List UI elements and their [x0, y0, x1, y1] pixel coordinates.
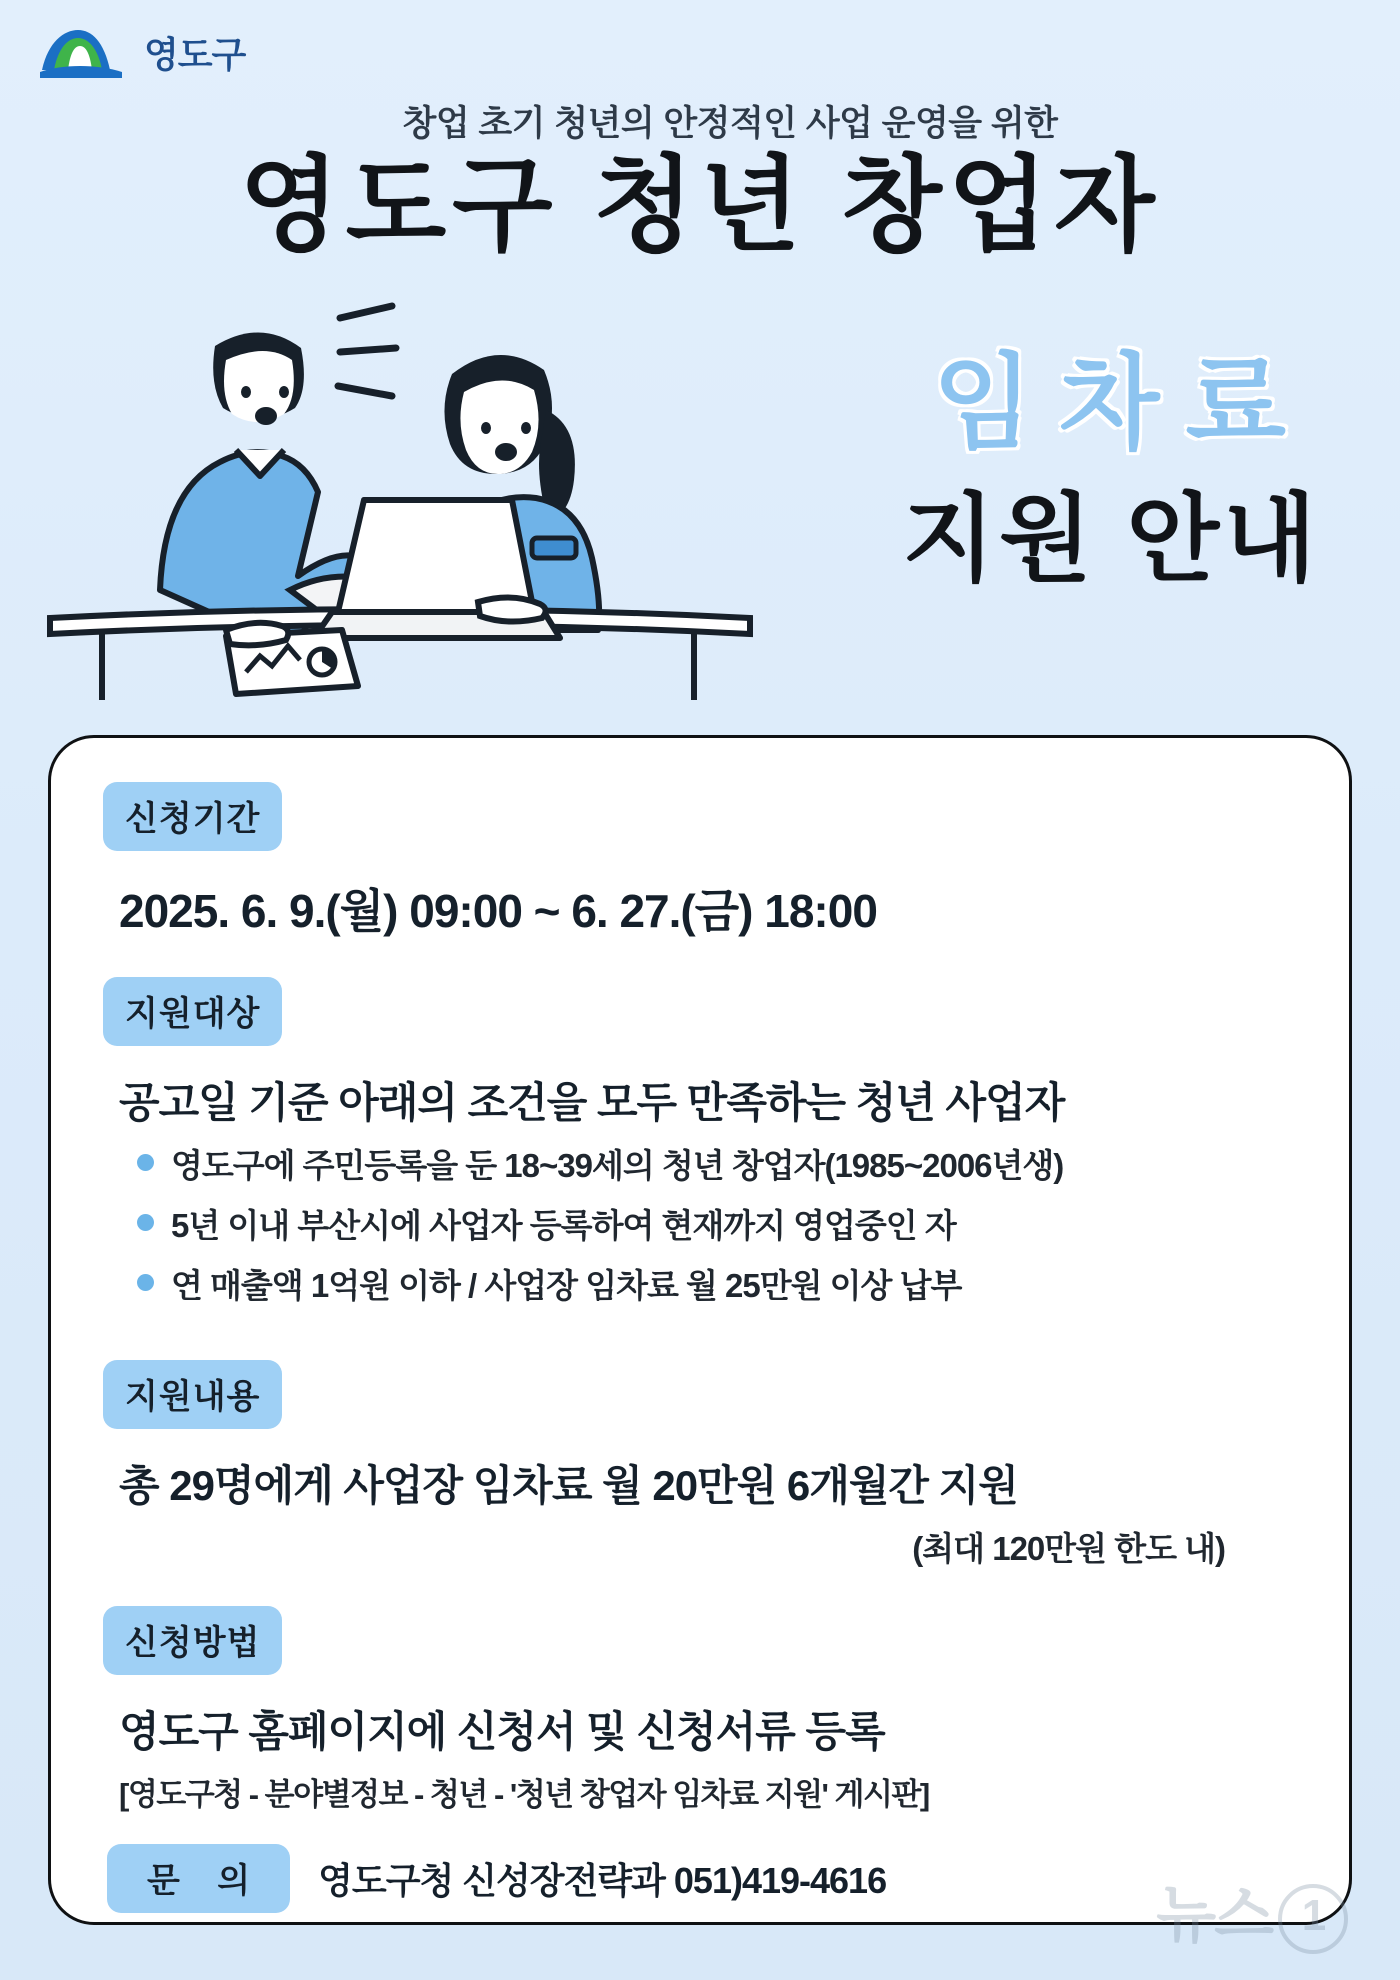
application-period-value: 2025. 6. 9.(월) 09:00 ~ 6. 27.(금) 18:00: [119, 885, 877, 937]
watermark: [1156, 1865, 1348, 1954]
list-item: 5년 이내 부산시에 사업자 등록하여 현재까지 영업중인 자: [137, 1200, 1297, 1247]
section-support-details: [103, 1360, 1297, 1570]
section-label-support-details: 지원내용: [103, 1360, 282, 1429]
how-to-apply-note: [영도구청 - 분야별정보 - 청년 - '청년 창업자 임차료 지원' 게시판]: [119, 1777, 929, 1812]
brand-logo: [38, 26, 245, 78]
eligibility-list: [137, 1140, 1297, 1307]
contact-row: [107, 1844, 1297, 1913]
how-to-apply-value: 영도구 홈페이지에 신청서 및 신청서류 등록: [119, 1708, 885, 1755]
page-title: 영도구 청년 창업자: [239, 148, 1161, 264]
poster-kicker: 창업 초기 청년의 안정적인 사업 운영을 위한: [402, 104, 1058, 143]
contact-label: 문 의: [107, 1844, 290, 1913]
eligibility-value: 공고일 기준 아래의 조건을 모두 만족하는 청년 사업자: [119, 1079, 1065, 1126]
section-label-eligibility: 지원대상: [103, 977, 282, 1046]
title-subline: 지원 안내: [902, 486, 1320, 593]
yeongdo-gu-emblem-icon: [38, 26, 130, 78]
info-card: [48, 735, 1352, 1925]
contact-value: 영도구청 신성장전략과 051)419-4616: [318, 1860, 887, 1901]
brand-logo-text: 영도구: [144, 33, 246, 75]
watermark-number: 1: [1278, 1884, 1348, 1954]
list-item: 영도구에 주민등록을 둔 18~39세의 청년 창업자(1985~2006년생): [137, 1140, 1297, 1187]
support-details-value: 총 29명에게 사업장 임차료 월 20만원 6개월간 지원: [119, 1462, 1018, 1509]
section-label-how-to-apply: 신청방법: [103, 1606, 282, 1675]
people-illustration: [40, 300, 760, 720]
section-eligibility: [103, 977, 1297, 1307]
watermark-text: 뉴스: [1156, 1881, 1272, 1950]
support-details-note: (최대 120만원 한도 내): [912, 1530, 1225, 1567]
section-label-application-period: 신청기간: [103, 782, 282, 851]
section-application-period: [103, 782, 1297, 941]
section-how-to-apply: [103, 1606, 1297, 1814]
list-item: 연 매출액 1억원 이하 / 사업장 임차료 월 25만원 이상 납부: [137, 1260, 1297, 1307]
title-highlight: 임차료: [932, 346, 1312, 462]
